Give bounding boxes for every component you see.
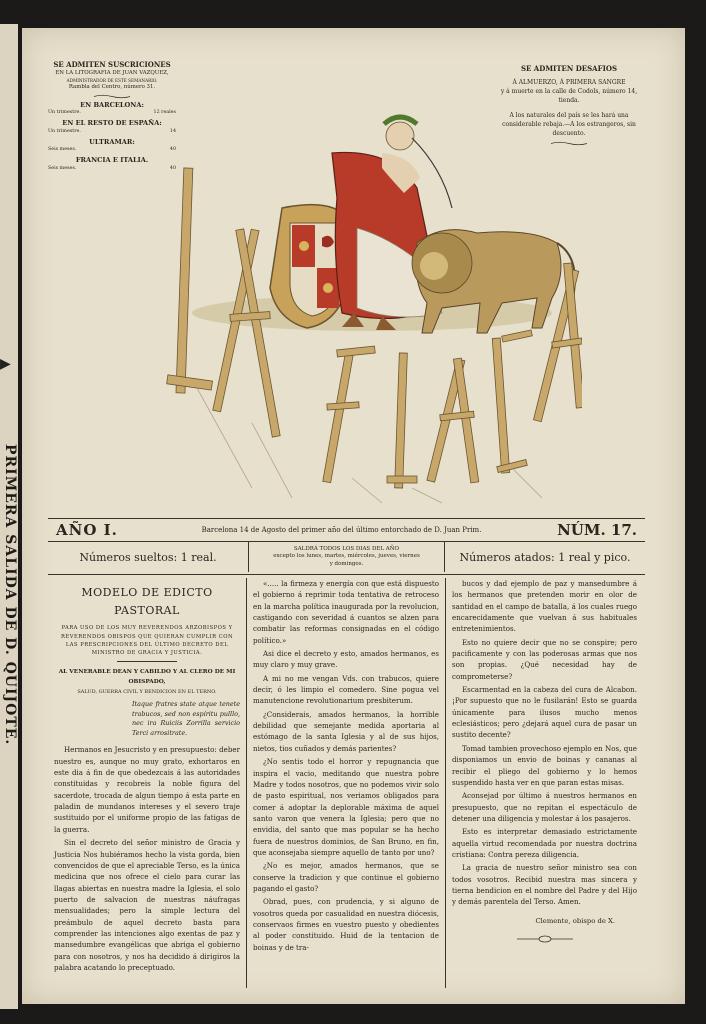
schedule-line-1: SALDRÁ TODOS LOS DIAS DEL AÑO — [293, 545, 400, 552]
paragraph: «..... la firmeza y energía con que está dispuesto el gobierno á reprimir toda tentativa de retroceso en la marcha política inaugurada por la revolucion, castigando con severidad á cuantos se alzen para combatir las reformas consignadas en el código político.» — [253, 579, 439, 645]
signature: Clemente, obispo de X. — [535, 916, 615, 925]
masthead-illustration — [142, 58, 582, 508]
paragraph: A mi no me vengan Vds. con trabucos, quiere decir, ó les limpio el comedero. Sine pogua vel manutencione revolutionarium presbiterum. — [253, 673, 439, 706]
lion-icon — [412, 230, 575, 333]
subscriptions-line2: ADMINISTRADOR DE ESTE SEMANARIO. — [66, 77, 158, 83]
resto-heading: EN EL RESTO DE ESPAÑA: — [62, 119, 162, 128]
paragraph: Obrad, pues, con prudencia, y si alguno de vosotros queda por casualidad en nuestra diócesis, conservaos firmes en vuestro puesto y obedientes al poder constituido. Huid de la tentacion de boinas y de tra- — [253, 897, 439, 952]
ultramar-heading: ULTRAMAR: — [89, 137, 135, 146]
schedule-line-3: y domingos. — [329, 560, 364, 567]
ultramar-row: Seis meses. 40 — [48, 147, 176, 153]
challenges-line2: y á muerte en la calle de Codols, número 14, tienda. — [500, 88, 638, 105]
column-2 — [246, 578, 446, 988]
column-1 — [48, 578, 246, 988]
back-issue-price: Números atados: 1 real y pico. — [459, 550, 631, 564]
column-3 — [446, 578, 643, 988]
price-bar — [48, 540, 645, 575]
paragraph: ¿Considerais, amados hermanos, la horrible debilidad que semejante medida aportaria al estómago de la santa Iglesia y al de sus hijos, nietos, tios cuñados y demás parientes? — [253, 709, 439, 753]
spine-bracket-mark: ▶ — [0, 356, 11, 372]
subscriptions-line1: EN LA LITOGRAFIA DE JUAN VAZQUEZ, — [55, 70, 169, 77]
paragraph: ¿No sentis todo el horror y repugnancia que inspira el vacio, meditando que nuestra pobre Madre y todos nosotros, que no podemos vivir solo de pasto espiritual, nos veriamos obligados para comer á adoptar la deplorable máxima de aquel santo varon que venera la Iglesia; pero que no envidia, del santo que mas popular se ha hecho fuera de nuestros dominios, de San Bruno, en fin, que aconsejaba siempre aquello de tanto por uno? — [253, 757, 439, 857]
subscriptions-line3: Rambla del Centro, número 31. — [68, 84, 156, 91]
paragraph: La gracia de nuestro señor ministro sea con todos vosotros. Recibid nuestra mas sincera y tierna bendicion en el nombre del Padre y del Hijo y demás parentela del Terso. Amen. — [452, 863, 637, 907]
divider — [117, 661, 177, 662]
paragraph: Sin el decreto del señor ministro de Gracia y Justicia Nos hubiéramos hecho la vista gorda, bien convencidos de que el apreciable Terso, es la única medicina que nos ofrece el cielo para curar las llagas abiertas en nuestra madre la Iglesia, el solo puerto de salvacion de nuestras náufragas mensualidades; pero la simple lectura del preámbulo de aquel decreto basta para comprender las intenciones algo exentas de paz y mansedumbre evangélicas que abriga el gobierno para con nosotros, y nos ha decidido á dirigiros la palabra acatando lo preceptuado. — [54, 838, 240, 972]
francia-row: Seis meses. 40 — [48, 165, 176, 171]
publication-schedule — [248, 542, 445, 572]
paragraph: ¿No es mejor, amados hermanos, que se conserve la tradicion y que continue el gobierno pagando el gasto? — [253, 861, 439, 893]
challenges-heading: SE ADMITEN DESAFIOS — [520, 64, 618, 73]
article-subtitle: PARA USO DE LOS MUY REVERENDOS ARZOBISPOS Y REVERENDOS OBISPOS QUE QUIERAN CUMPLIR CON LAS PRESCRIPCIONES DEL ÚLTIMO DECRETO DEL MINISTRO DE GRACIA Y JUSTICIA. — [61, 625, 233, 657]
paragraph: Escarmentad en la cabeza del cura de Alcabon. ¡Por supuesto que no le fusilarán! Esto se guarda únicamente para ilusos mucho menos eclesiásticos; pero ¿dejará aquel cura de pasar un sustito decente? — [452, 685, 637, 740]
schedule-line-2: excepto los lunes, martes, miércoles, jueves, viernes — [273, 553, 420, 560]
edition-bar — [48, 518, 645, 542]
ornament-icon — [92, 94, 132, 99]
paragraph: Hermanos en Jesucristo y en presupuesto: deber nuestro es, aunque no muy grato, exhortaros en este dia á fin de que obedezcais á las autoridades constituidas y recobreis la noble figura del sacerdote, trocada de algun tiempo á esta parte en paladin de mundanos intereses y el severo traje sustituido por el uniforme propio de las fatigas de la guerra. — [54, 745, 240, 834]
latin-quote: Itaque fratres state atque tenete trabucos, sed non espíritu pulllo, nec ira Ruiciis Zorrilla servicio Terci arrositrate. — [132, 699, 240, 737]
paragraph: bucos y dad ejemplo de paz y mansedumbre á los hermanos que pretenden morir en olor de santidad en el campo de batalla, á los cuales ruego encarecidamente que vuelvan á sus habituales entretenimientos. — [452, 579, 637, 634]
paragraph: Tomad tambien provechoso ejemplo en Nos, que disponiamos un envio de boinas y cananas al recibir el pliego del gobierno y lo hemos suspendido hasta ver en que paran estas misas. — [452, 743, 637, 787]
paragraph: Asi dice el decreto y esto, amados hermanos, es muy claro y muy grave. — [253, 649, 439, 670]
article-title: MODELO DE EDICTO PASTORAL — [81, 586, 213, 617]
resto-row: Un trimestre. 14 — [48, 128, 176, 134]
edition-year: AÑO I. — [56, 521, 118, 539]
paragraph: Aconsejad por último á nuestros hermanos en presupuesto, que no repitan el espectáculo de detener una diligencia y molestar á los pasajeros. — [452, 791, 637, 823]
challenges-line3: A los naturales del país se les hará una considerable rebaja.—A los estrangeros, sin descuento. — [502, 111, 636, 138]
subscriptions-heading: SE ADMITEN SUSCRICIONES — [53, 60, 171, 69]
article-address: AL VENERABLE DEAN Y CABILDO Y AL CLERO DE MI OBISPADO, — [58, 669, 236, 685]
paragraph: Esto es interpretar demasiado estrictamente aquella virtud recomendada por nuestra doctrina cristiana: Contra pereza diligencia. — [452, 827, 637, 859]
spine-title: PRIMERA SALIDA DE D. QUIJOTE. — [2, 444, 18, 746]
edition-date: Barcelona 14 de Agosto del primer año del último entorchado de D. Juan Prim. — [201, 526, 482, 534]
francia-heading: FRANCIA E ITALIA. — [75, 156, 149, 165]
paragraph: Esto no quiere decir que no se conspire; pero pacificamente y con las poderosas armas que nos son propias. ¿Qué necesidad hay de comprometerse? — [452, 637, 637, 681]
barcelona-heading: EN BARCELONA: — [80, 100, 144, 109]
challenges-line1: Á ALMUERZO, Á PRIMERA SANGRE — [512, 78, 626, 86]
single-issue-price: Números sueltos: 1 real. — [79, 550, 217, 564]
newspaper-page — [22, 28, 685, 1004]
edition-number: NÚM. 17. — [557, 521, 637, 539]
previous-page-edge — [0, 24, 18, 1009]
article-salutation: SALUD, GUERRA CIVIL Y BENDICION EN EL TERNO. — [77, 688, 217, 695]
article-columns — [48, 578, 645, 988]
end-ornament-icon — [515, 935, 575, 943]
barcelona-row: Un trimestre. 12 reales — [48, 110, 176, 116]
